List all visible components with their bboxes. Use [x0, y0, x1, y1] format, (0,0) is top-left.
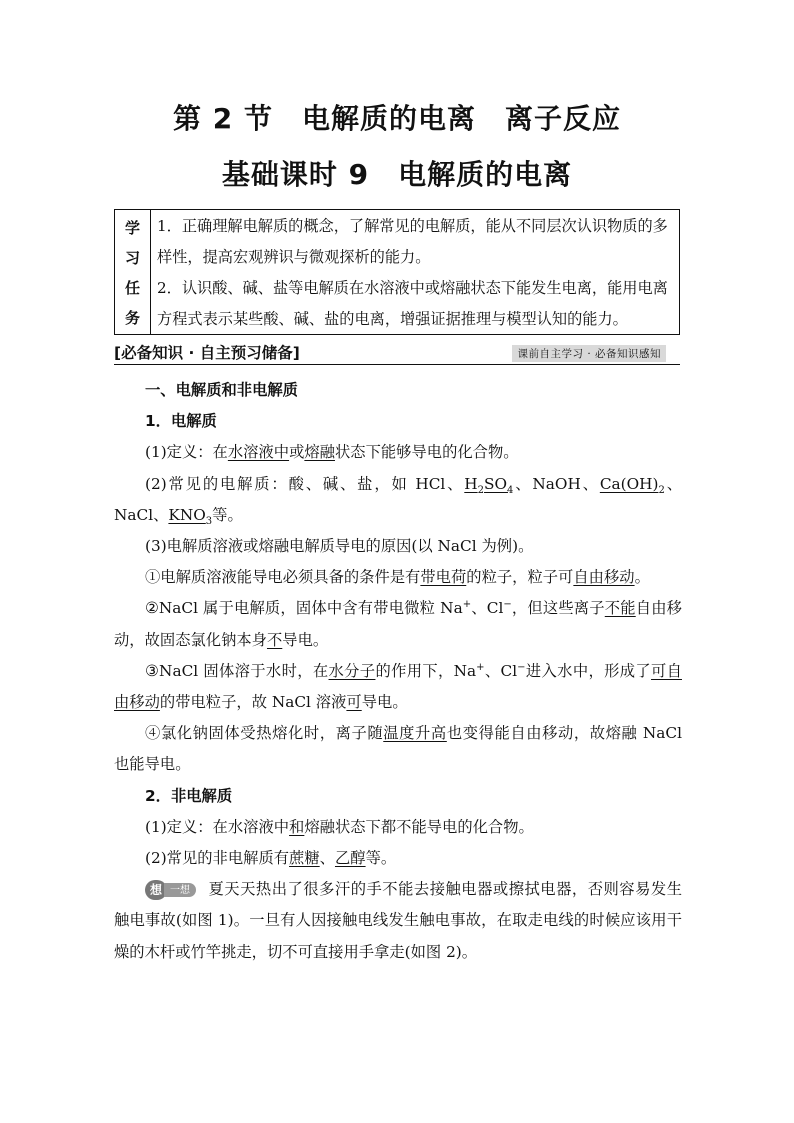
blank-answer: 温度升高 — [383, 724, 447, 743]
formula-kno3: $KNO_3$ — [168, 505, 213, 527]
blank-answer: 可自由移动 — [114, 661, 682, 712]
blank-answer: 水溶液中 — [227, 443, 290, 462]
blank-answer: 和 — [289, 817, 305, 836]
think-paragraph: 想 一想 夏天天热出了很多汗的手不能去接触电器或擦拭电器，否则容易发生触电事故(如图 1)。一旦有人因接触电线发生触电事故，在取走电线的时候应该用干燥的木杆或竹竿挑走，切不可直接用手拿走(如图 2)。 — [114, 880, 682, 961]
think-badge-icon: 想 一想 — [145, 880, 196, 900]
page-title: 第 2 节 电解质的电离 离子反应 — [173, 102, 621, 135]
learning-task-box — [114, 209, 680, 335]
section-title: [必备知识 · 自主预习储备] — [114, 344, 300, 362]
reason-4: ④氯化钠固体受热熔化时，离子随温度升高也变得能自由移动，故熔融 NaCl 也能导电。 — [114, 724, 682, 774]
reason-3: ③NaCl 固体溶于水时，在水分子的作用下，Na+、Cl−进入水中，形成了可自由移动的带电粒子，故 NaCl 溶液可导电。 — [114, 661, 682, 712]
task-item-1: 1．正确理解电解质的概念，了解常见的电解质，能从不同层次认识物质的多样性，提高宏观辨识与微观探析的能力。 — [157, 217, 668, 266]
blank-answer: 不能 — [604, 599, 636, 618]
blank-answer: 乙醇 — [334, 849, 366, 868]
main-content — [114, 375, 682, 968]
blank-answer: 自由移动 — [573, 568, 635, 587]
task-label-char: 务 — [124, 308, 140, 327]
task-body — [151, 210, 679, 334]
task-label-char: 学 — [124, 218, 140, 237]
section-tag: 课前自主学习 · 必备知识感知 — [512, 345, 666, 362]
task-label-char: 任 — [124, 278, 140, 297]
task-item-2: 2．认识酸、碱、盐等电解质在水溶液中或熔融状态下能发生电离，能用电离方程式表示某些酸、碱、盐的电离，增强证据推理与模型认知的能力。 — [157, 279, 668, 328]
formula-h2so4: $H_2SO_4$ — [464, 474, 514, 496]
formula-caoh2: $Ca(OH)_2$ — [599, 474, 665, 496]
definition-electrolyte: (1)定义：在水溶液中或熔融状态下能够导电的化合物。 — [145, 443, 519, 462]
task-label — [115, 210, 151, 334]
reason-2: ②NaCl 属于电解质，固体中含有带电微粒 Na+、Cl−，但这些离子不能自由移动，故固态氯化钠本身不导电。 — [114, 599, 682, 649]
common-electrolytes: (2)常见的电解质：酸、碱、盐，如 HCl、$H_2SO_4$、NaOH、$Ca(OH)_2$、NaCl、$KNO_3$等。 — [114, 474, 682, 527]
reason-1: ①电解质溶液能导电必须具备的条件是有带电荷的粒子，粒子可自由移动。 — [145, 568, 650, 587]
task-label-char: 习 — [124, 248, 140, 267]
conduction-reason: (3)电解质溶液或熔融电解质导电的原因(以 NaCl 为例)。 — [145, 537, 534, 556]
section-header — [114, 341, 680, 365]
blank-answer: 熔融 — [304, 443, 335, 462]
blank-answer: 蔗糖 — [289, 849, 320, 868]
blank-answer: 带电荷 — [420, 568, 467, 587]
common-nonelectrolytes: (2)常见的非电解质有蔗糖、乙醇等。 — [145, 849, 397, 868]
blank-answer: 可 — [346, 693, 362, 712]
blank-answer: 水分子 — [328, 661, 376, 680]
lesson-title: 基础课时 9 电解质的电离 — [221, 158, 573, 191]
blank-answer: 不 — [266, 630, 283, 649]
definition-nonelectrolyte: (1)定义：在水溶液中和熔融状态下都不能导电的化合物。 — [145, 817, 534, 836]
heading-1: 一、电解质和非电解质 — [145, 381, 298, 399]
heading-1-1: 1．电解质 — [145, 412, 217, 431]
heading-1-2: 2．非电解质 — [145, 786, 233, 805]
